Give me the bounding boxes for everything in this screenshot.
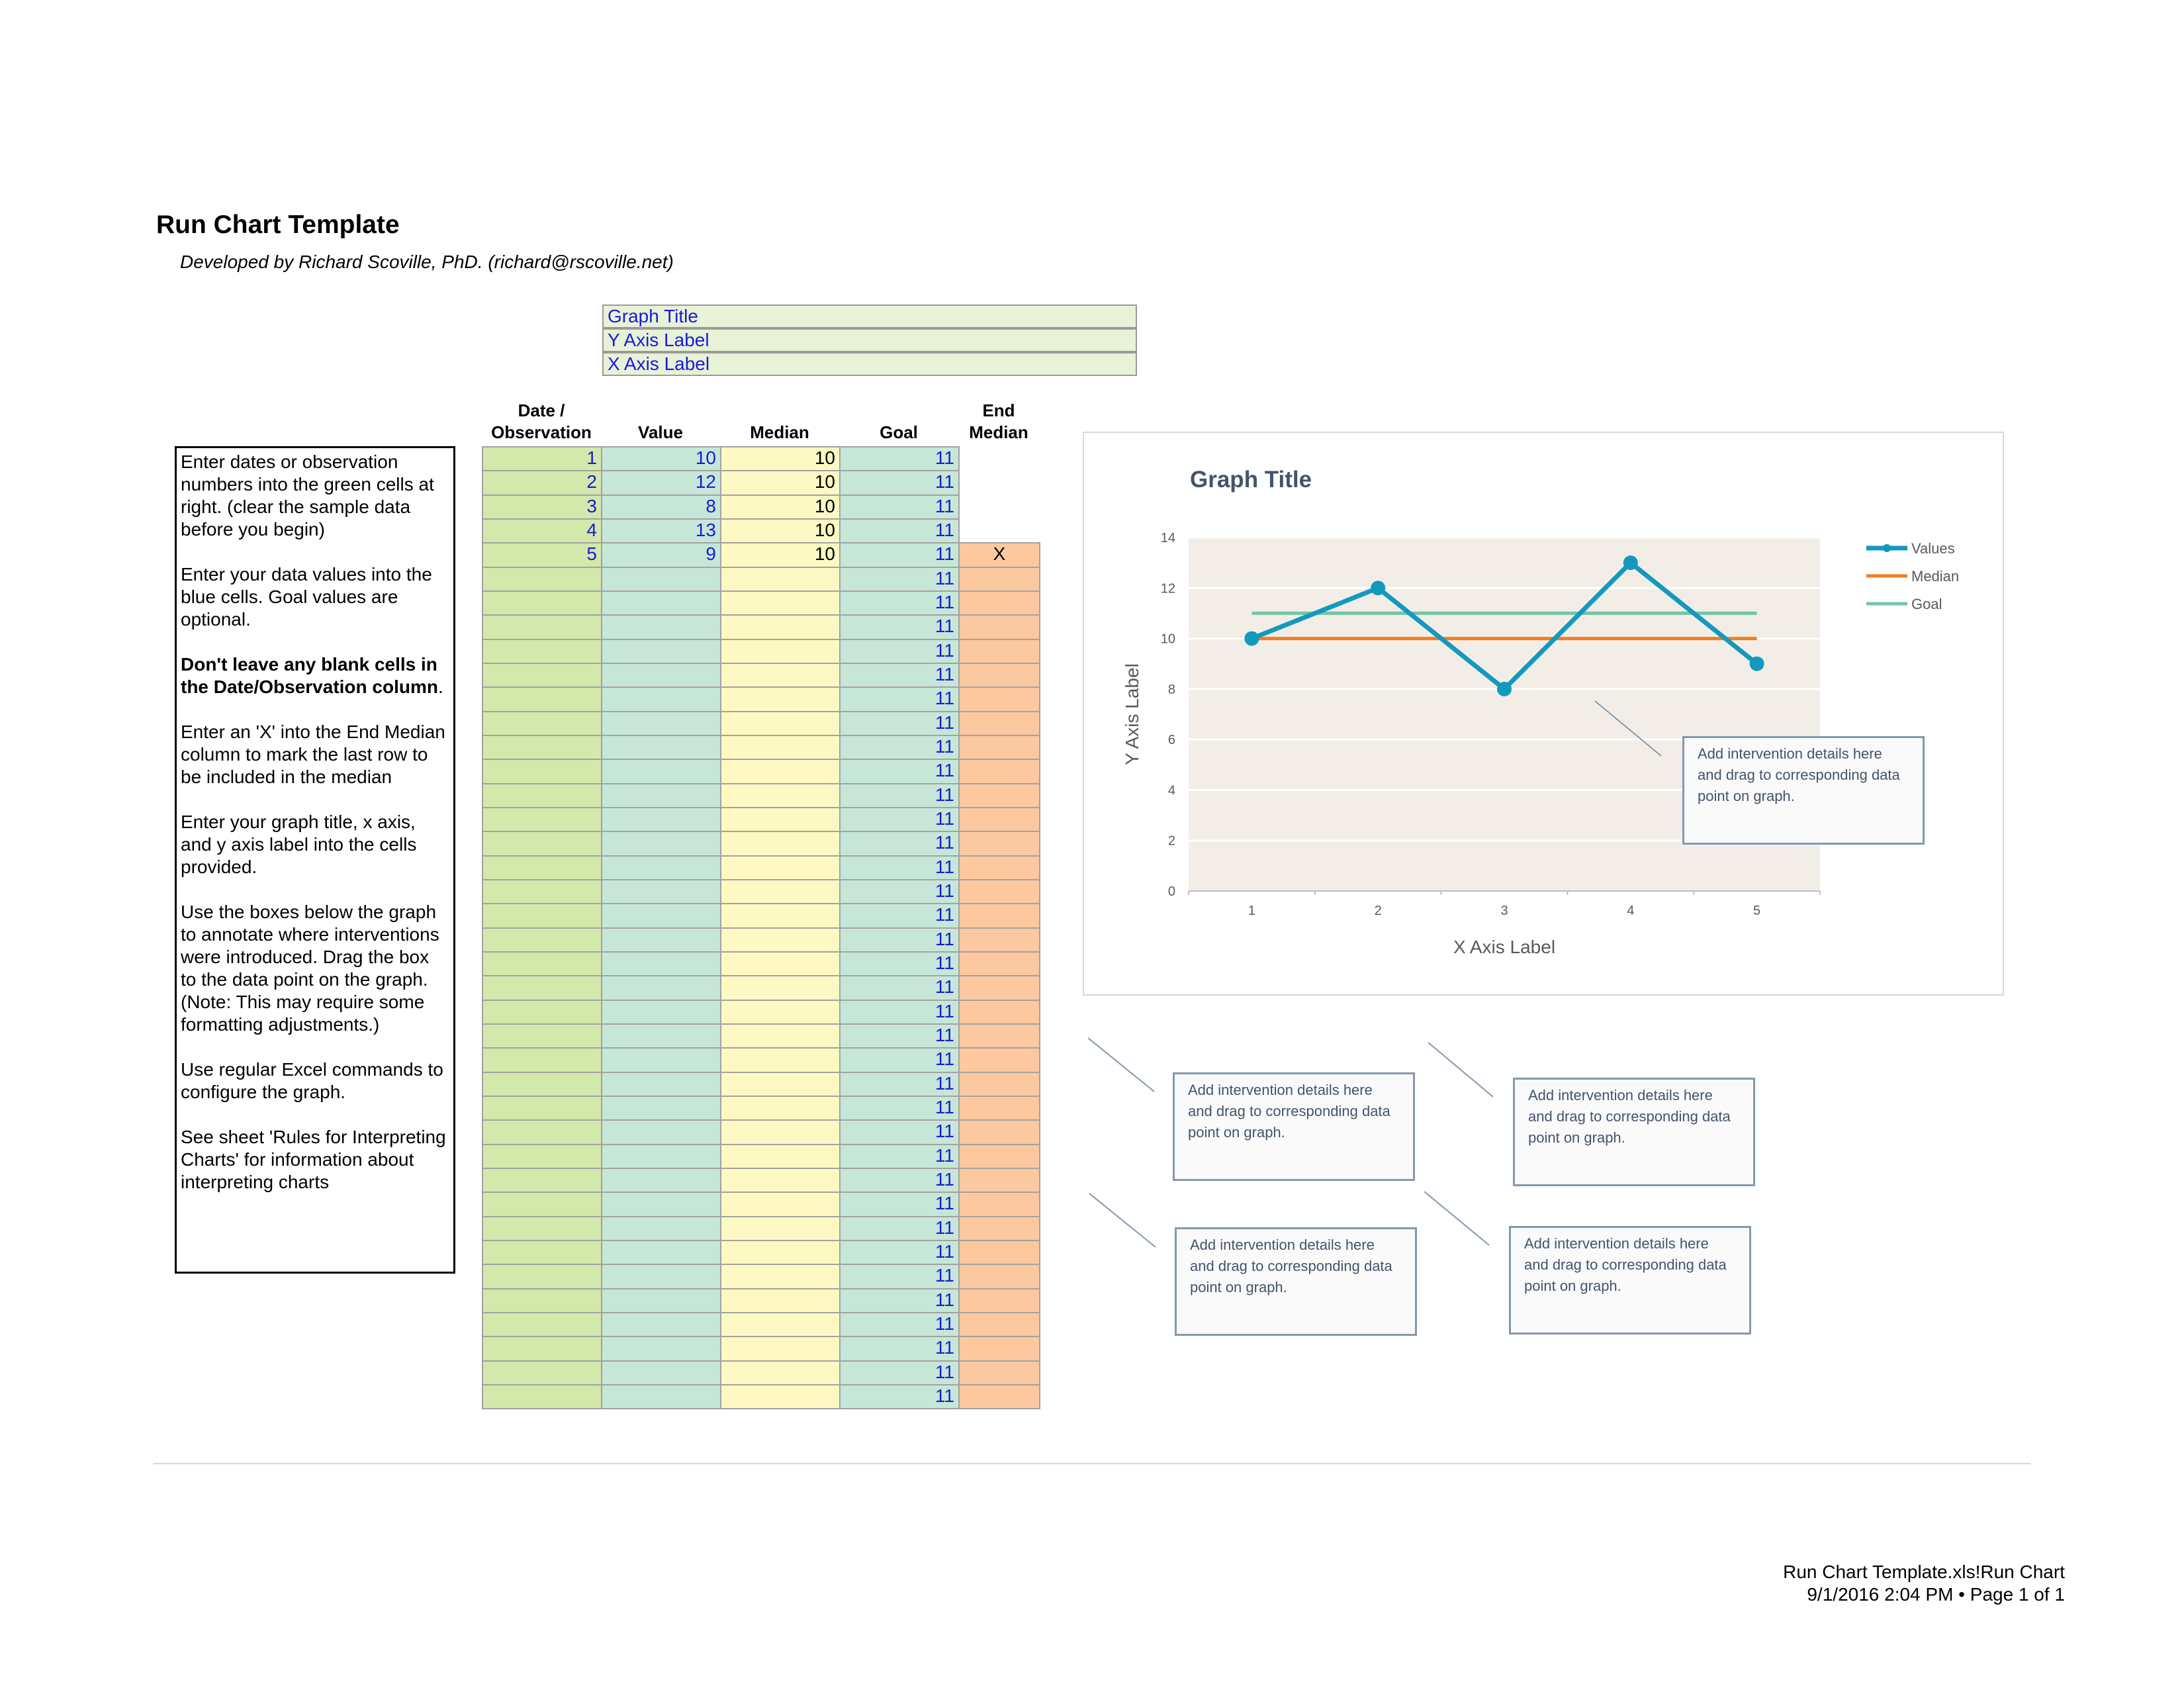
cell-median[interactable] [720, 1072, 841, 1097]
cell-value[interactable] [601, 855, 721, 880]
cell-end[interactable] [958, 1119, 1040, 1145]
cell-end[interactable] [958, 567, 1040, 592]
cell-value[interactable] [601, 1288, 721, 1313]
cell-goal[interactable]: 11 [839, 1240, 960, 1265]
instructions-box [175, 446, 455, 1274]
cell-end[interactable] [958, 686, 1040, 712]
graph-label-field[interactable]: Graph Title [602, 305, 1137, 328]
cell-goal[interactable]: 11 [839, 975, 960, 1001]
cell-goal[interactable]: 11 [839, 1119, 960, 1145]
page-footer [1783, 1561, 2065, 1606]
intervention-note-1[interactable]: Add intervention details here and drag to corresponding data point on graph. [1173, 1072, 1415, 1181]
cell-obs[interactable] [482, 903, 602, 929]
cell-end[interactable] [958, 831, 1040, 857]
note-connector-3 [1089, 1194, 1156, 1247]
cell-end[interactable] [958, 975, 1040, 1001]
cell-value[interactable] [601, 1384, 721, 1409]
cell-obs[interactable] [482, 831, 602, 857]
instruction-4: Enter an 'X' into the End Median column to mark the last row to be included in the median [181, 722, 445, 787]
x-tick-label: 1 [1248, 904, 1255, 918]
cell-goal[interactable]: 11 [839, 1360, 960, 1385]
cell-obs[interactable] [482, 951, 602, 976]
cell-value[interactable] [601, 1119, 721, 1145]
page-title: Run Chart Template [156, 211, 400, 239]
y-tick-label: 4 [1167, 783, 1175, 798]
cell-obs[interactable] [482, 1168, 602, 1193]
y-tick-label: 6 [1167, 733, 1175, 748]
cell-obs[interactable]: 3 [482, 494, 602, 520]
cell-obs[interactable] [482, 1240, 602, 1265]
cell-end[interactable] [958, 951, 1040, 976]
chart-svg [1084, 433, 2005, 997]
cell-end[interactable] [958, 1000, 1040, 1025]
cell-end[interactable] [958, 590, 1040, 616]
cell-value[interactable] [601, 975, 721, 1001]
x-axis-title: X Axis Label [1453, 937, 1556, 957]
y-axis-label-field[interactable]: Y Axis Label [602, 328, 1137, 352]
cell-goal[interactable]: 11 [839, 1192, 960, 1217]
cell-end[interactable] [958, 1240, 1040, 1265]
cell-median[interactable] [720, 686, 841, 712]
cell-goal[interactable]: 11 [839, 759, 960, 784]
x-axis-label-field[interactable]: X Axis Label [602, 352, 1137, 376]
data-point [1497, 682, 1512, 696]
cell-median[interactable] [720, 711, 841, 736]
cell-obs[interactable] [482, 590, 602, 616]
cell-value[interactable] [601, 639, 721, 664]
note-connector-1 [1088, 1038, 1154, 1092]
cell-goal[interactable]: 11 [839, 1072, 960, 1097]
instruction-6: Use the boxes below the graph to annotate where interventions were introduced. Drag the box to the data point on the graph. (Note: This may require some formatting adjustments.) [181, 902, 439, 1035]
header-value: Value [638, 422, 683, 442]
intervention-note-in-chart[interactable]: Add intervention details here and drag to corresponding data point on graph. [1682, 736, 1925, 845]
cell-end[interactable] [958, 783, 1040, 808]
cell-goal[interactable]: 11 [839, 470, 960, 496]
intervention-note-4[interactable]: Add intervention details here and drag to corresponding data point on graph. [1509, 1226, 1751, 1335]
note-connector-4 [1424, 1192, 1489, 1245]
cell-obs[interactable] [482, 735, 602, 760]
cell-goal[interactable]: 11 [839, 1047, 960, 1073]
cell-median[interactable] [720, 1023, 841, 1049]
cell-goal[interactable]: 11 [839, 903, 960, 929]
cell-goal[interactable]: 11 [839, 1216, 960, 1241]
footer-date-page: 9/1/2016 2:04 PM • Page 1 of 1 [1807, 1584, 2065, 1605]
cell-goal[interactable]: 11 [839, 735, 960, 760]
cell-goal[interactable]: 11 [839, 855, 960, 880]
cell-value[interactable] [601, 1360, 721, 1385]
y-tick-label: 14 [1160, 531, 1175, 545]
instruction-2: Enter your data values into the blue cells. Goal values are optional. [181, 564, 432, 630]
cell-end[interactable] [958, 1288, 1040, 1313]
cell-end[interactable] [958, 663, 1040, 688]
cell-median[interactable] [720, 1168, 841, 1193]
cell-end[interactable] [958, 927, 1040, 953]
cell-median[interactable] [720, 1216, 841, 1241]
cell-obs[interactable] [482, 1192, 602, 1217]
cell-median[interactable] [720, 1144, 841, 1169]
cell-value[interactable] [601, 783, 721, 808]
cell-goal[interactable]: 11 [839, 879, 960, 904]
cell-end[interactable] [958, 1192, 1040, 1217]
cell-value[interactable]: 8 [601, 494, 721, 520]
cell-median[interactable] [720, 1096, 841, 1121]
y-tick-label: 8 [1167, 682, 1175, 697]
cell-goal[interactable]: 11 [839, 446, 960, 471]
cell-goal[interactable]: 11 [839, 783, 960, 808]
page-divider [154, 1463, 2030, 1464]
cell-goal[interactable]: 11 [839, 567, 960, 592]
legend-label-values: Values [1911, 540, 1955, 557]
cell-value[interactable] [601, 1216, 721, 1241]
cell-obs[interactable] [482, 1288, 602, 1313]
legend-label-goal: Goal [1911, 596, 1942, 612]
cell-median[interactable] [720, 1312, 841, 1337]
cell-median[interactable] [720, 1047, 841, 1073]
cell-median[interactable]: 10 [720, 518, 841, 543]
instruction-5: Enter your graph title, x axis, and y axis label into the cells provided. [181, 812, 417, 877]
instruction-3-bold: Don't leave any blank cells in the Date/Observation column [181, 654, 438, 697]
cell-obs[interactable] [482, 807, 602, 832]
x-tick-label: 2 [1374, 904, 1382, 918]
cell-end[interactable] [958, 903, 1040, 929]
cell-median[interactable] [720, 1288, 841, 1313]
header-end-median-line1: End [982, 400, 1015, 420]
cell-median[interactable]: 10 [720, 470, 841, 496]
cell-median[interactable] [720, 855, 841, 880]
cell-obs[interactable] [482, 1312, 602, 1337]
cell-value[interactable] [601, 1072, 721, 1097]
cell-end[interactable] [958, 1072, 1040, 1097]
cell-median[interactable] [720, 639, 841, 664]
cell-end[interactable] [958, 1264, 1040, 1289]
cell-obs[interactable]: 2 [482, 470, 602, 496]
cell-goal[interactable]: 11 [839, 927, 960, 953]
y-tick-label: 0 [1167, 884, 1175, 899]
cell-obs[interactable] [482, 1216, 602, 1241]
legend-label-median: Median [1911, 568, 1960, 585]
cell-obs[interactable] [482, 1047, 602, 1073]
cell-value[interactable] [601, 927, 721, 953]
footer-file: Run Chart Template.xls!Run Chart [1783, 1562, 2065, 1582]
cell-goal[interactable]: 11 [839, 1000, 960, 1025]
header-observation [482, 400, 601, 444]
cell-goal[interactable]: 11 [839, 831, 960, 857]
cell-value[interactable] [601, 1240, 721, 1265]
cell-value[interactable] [601, 590, 721, 616]
cell-end[interactable] [958, 879, 1040, 904]
cell-value[interactable] [601, 1144, 721, 1169]
cell-median[interactable]: 10 [720, 542, 841, 568]
data-point [1750, 657, 1764, 671]
cell-end[interactable]: X [958, 542, 1040, 568]
cell-goal[interactable]: 11 [839, 1288, 960, 1313]
note-connector-2 [1428, 1043, 1493, 1097]
y-tick-label: 10 [1160, 632, 1175, 647]
cell-end[interactable] [958, 639, 1040, 664]
y-tick-label: 12 [1160, 581, 1175, 596]
instruction-8: See sheet 'Rules for Interpreting Charts' for information about interpreting charts [181, 1127, 446, 1192]
cell-value[interactable] [601, 614, 721, 640]
cell-value[interactable] [601, 903, 721, 929]
cell-obs[interactable] [482, 614, 602, 640]
cell-goal[interactable]: 11 [839, 1336, 960, 1362]
cell-obs[interactable] [482, 855, 602, 880]
cell-median[interactable] [720, 1384, 841, 1409]
cell-median[interactable] [720, 663, 841, 688]
cell-value[interactable] [601, 1047, 721, 1073]
cell-goal[interactable]: 11 [839, 1096, 960, 1121]
cell-value[interactable] [601, 951, 721, 976]
cell-goal[interactable]: 11 [839, 663, 960, 688]
cell-value[interactable] [601, 1023, 721, 1049]
cell-obs[interactable] [482, 1096, 602, 1121]
cell-obs[interactable]: 1 [482, 446, 602, 471]
intervention-note-2[interactable]: Add intervention details here and drag to corresponding data point on graph. [1513, 1078, 1755, 1186]
y-tick-label: 2 [1167, 833, 1175, 849]
instruction-1: Enter dates or observation numbers into the green cells at right. (clear the sample data before you begin) [181, 451, 434, 539]
cell-obs[interactable] [482, 975, 602, 1001]
cell-obs[interactable] [482, 1072, 602, 1097]
cell-median[interactable] [720, 903, 841, 929]
cell-value[interactable] [601, 1264, 721, 1289]
cell-value[interactable] [601, 1000, 721, 1025]
cell-value[interactable]: 13 [601, 518, 721, 543]
cell-value[interactable]: 10 [601, 446, 721, 471]
cell-end[interactable] [958, 735, 1040, 760]
cell-goal[interactable]: 11 [839, 1023, 960, 1049]
x-tick-label: 3 [1500, 904, 1508, 918]
cell-goal[interactable]: 11 [839, 639, 960, 664]
cell-median[interactable] [720, 831, 841, 857]
cell-end[interactable] [958, 614, 1040, 640]
header-observation-line1: Date / [518, 400, 565, 420]
cell-end[interactable] [958, 1384, 1040, 1409]
cell-median[interactable] [720, 927, 841, 953]
cell-end[interactable] [958, 759, 1040, 784]
cell-end[interactable] [958, 1216, 1040, 1241]
cell-obs[interactable] [482, 1119, 602, 1145]
legend-marker [1883, 544, 1891, 552]
cell-end[interactable] [958, 1360, 1040, 1385]
cell-obs[interactable] [482, 1264, 602, 1289]
cell-median[interactable] [720, 1240, 841, 1265]
cell-value[interactable] [601, 759, 721, 784]
cell-obs[interactable] [482, 1384, 602, 1409]
cell-median[interactable] [720, 879, 841, 904]
cell-obs[interactable]: 5 [482, 542, 602, 568]
cell-goal[interactable]: 11 [839, 1312, 960, 1337]
cell-goal[interactable]: 11 [839, 590, 960, 616]
cell-obs[interactable] [482, 759, 602, 784]
cell-goal[interactable]: 11 [839, 1168, 960, 1193]
cell-value[interactable] [601, 1168, 721, 1193]
cell-median[interactable] [720, 1264, 841, 1289]
cell-value[interactable] [601, 711, 721, 736]
cell-median[interactable] [720, 1360, 841, 1385]
cell-obs[interactable] [482, 1144, 602, 1169]
cell-obs[interactable] [482, 1336, 602, 1362]
cell-median[interactable] [720, 1192, 841, 1217]
cell-median[interactable] [720, 783, 841, 808]
cell-median[interactable]: 10 [720, 494, 841, 520]
cell-end[interactable] [958, 1047, 1040, 1073]
cell-value[interactable] [601, 1312, 721, 1337]
cell-value[interactable]: 9 [601, 542, 721, 568]
cell-median[interactable] [720, 807, 841, 832]
cell-value[interactable] [601, 807, 721, 832]
x-tick-label: 4 [1627, 904, 1635, 918]
instruction-3: Don't leave any blank cells in the Date/Observation column. [181, 654, 443, 697]
cell-obs[interactable]: 4 [482, 518, 602, 543]
cell-value[interactable] [601, 686, 721, 712]
cell-goal[interactable]: 11 [839, 542, 960, 568]
cell-obs[interactable] [482, 1360, 602, 1385]
header-observation-line2: Observation [491, 422, 592, 442]
cell-obs[interactable] [482, 1000, 602, 1025]
header-end-median [958, 400, 1039, 444]
cell-goal[interactable]: 11 [839, 711, 960, 736]
cell-median[interactable] [720, 567, 841, 592]
cell-obs[interactable] [482, 927, 602, 953]
cell-obs[interactable] [482, 639, 602, 664]
data-point [1244, 632, 1259, 646]
cell-goal[interactable]: 11 [839, 686, 960, 712]
cell-end[interactable] [958, 1023, 1040, 1049]
cell-median[interactable] [720, 951, 841, 976]
cell-end[interactable] [958, 1168, 1040, 1193]
cell-value[interactable] [601, 663, 721, 688]
data-point [1371, 581, 1385, 595]
cell-median[interactable]: 10 [720, 446, 841, 471]
cell-end[interactable] [958, 807, 1040, 832]
header-goal: Goal [880, 422, 918, 442]
cell-value[interactable] [601, 567, 721, 592]
instruction-7: Use regular Excel commands to configure the graph. [181, 1059, 443, 1102]
cell-median[interactable] [720, 1336, 841, 1362]
cell-median[interactable] [720, 1119, 841, 1145]
cell-obs[interactable] [482, 663, 602, 688]
cell-obs[interactable] [482, 686, 602, 712]
cell-end[interactable] [958, 855, 1040, 880]
cell-end[interactable] [958, 1144, 1040, 1169]
header-median: Median [750, 422, 809, 442]
cell-value[interactable] [601, 1192, 721, 1217]
cell-goal[interactable]: 11 [839, 1144, 960, 1169]
cell-median[interactable] [720, 614, 841, 640]
cell-goal[interactable]: 11 [839, 951, 960, 976]
y-axis-title: Y Axis Label [1122, 663, 1142, 765]
run-chart[interactable] [1083, 432, 2004, 996]
cell-goal[interactable]: 11 [839, 614, 960, 640]
cell-median[interactable] [720, 1000, 841, 1025]
cell-median[interactable] [720, 735, 841, 760]
cell-goal[interactable]: 11 [839, 1384, 960, 1409]
cell-median[interactable] [720, 590, 841, 616]
data-point [1623, 555, 1638, 570]
cell-end[interactable] [958, 1312, 1040, 1337]
cell-median[interactable] [720, 975, 841, 1001]
cell-value[interactable] [601, 831, 721, 857]
chart-title: Graph Title [1190, 467, 1312, 492]
header-end-median-line2: Median [969, 422, 1028, 442]
cell-end[interactable] [958, 1096, 1040, 1121]
cell-end[interactable] [958, 711, 1040, 736]
cell-obs[interactable] [482, 783, 602, 808]
cell-value[interactable] [601, 1096, 721, 1121]
cell-obs[interactable] [482, 1023, 602, 1049]
cell-value[interactable] [601, 1336, 721, 1362]
cell-value[interactable] [601, 879, 721, 904]
cell-value[interactable] [601, 735, 721, 760]
cell-goal[interactable]: 11 [839, 807, 960, 832]
page-subtitle: Developed by Richard Scoville, PhD. (richard@rscoville.net) [180, 252, 674, 272]
cell-value[interactable]: 12 [601, 470, 721, 496]
cell-goal[interactable]: 11 [839, 1264, 960, 1289]
cell-median[interactable] [720, 759, 841, 784]
cell-obs[interactable] [482, 879, 602, 904]
cell-goal[interactable]: 11 [839, 494, 960, 520]
intervention-note-3[interactable]: Add intervention details here and drag to corresponding data point on graph. [1175, 1227, 1417, 1336]
cell-obs[interactable] [482, 711, 602, 736]
cell-obs[interactable] [482, 567, 602, 592]
cell-end[interactable] [958, 1336, 1040, 1362]
cell-goal[interactable]: 11 [839, 518, 960, 543]
x-tick-label: 5 [1753, 904, 1761, 918]
